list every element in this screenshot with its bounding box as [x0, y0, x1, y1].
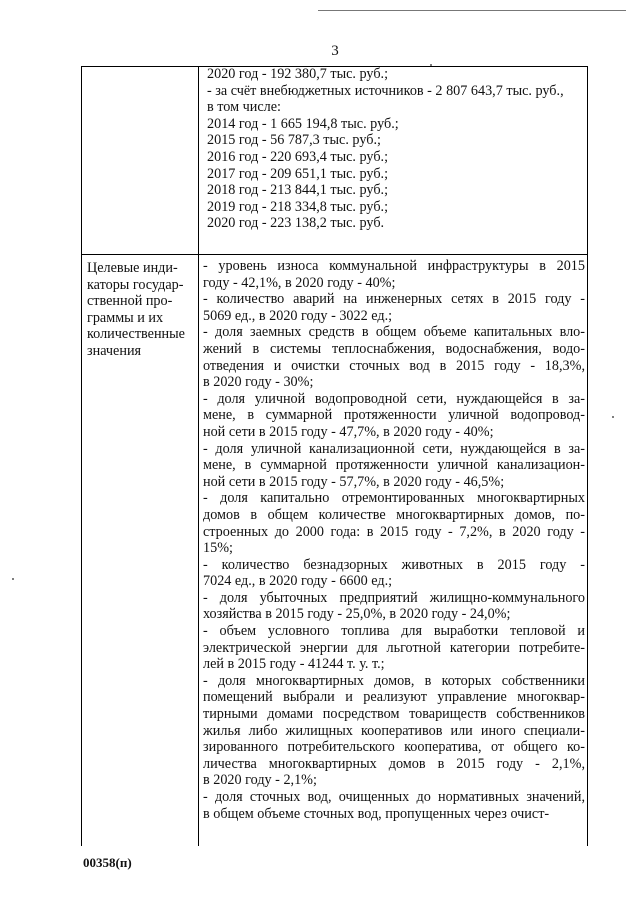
scan-speck: [430, 64, 432, 66]
label-line: Целевые инди-: [87, 260, 178, 276]
indicator-line: - количество безнадзорных животных в 2015 году -: [203, 556, 585, 573]
indicator-line: зированного потребительского кооператива, от общего ко-: [203, 739, 585, 756]
scan-speck: [12, 578, 14, 580]
funding-line: 2019 год - 218 334,8 тыс. руб.;: [207, 198, 389, 215]
indicator-line: мене, в суммарной протяженности уличной канализацион-: [203, 457, 585, 474]
label-line: значения: [87, 342, 142, 359]
indicator-line: 7024 ед., в 2020 году - 6600 ед.;: [203, 573, 393, 590]
indicator-line: - объем условного топлива для выработки тепловой и: [203, 623, 585, 640]
indicator-line: - доля многоквартирных домов, в которых собственники: [203, 672, 585, 689]
indicator-line: - доля сточных вод, очищенных до нормативных значений,: [203, 789, 585, 805]
table-left-border: [81, 66, 82, 846]
indicator-line: помещений выбрали и реализуют управление многоквар-: [203, 689, 585, 706]
indicator-line: - количество аварий на инженерных сетях в 2015 году -: [203, 291, 585, 308]
indicator-line: - доля уличной водопроводной сети, нуждающейся в за-: [203, 390, 585, 407]
table-right-border: [587, 66, 588, 846]
indicator-line: - уровень износа коммунальной инфраструктуры в 2015: [203, 258, 585, 274]
label-line: каторы государ-: [87, 276, 184, 293]
label-line: ственной про-: [87, 293, 173, 310]
indicator-line: отведения и очистки сточных вод в 2015 году - 18,3%,: [203, 357, 585, 374]
funding-line: 2020 год - 223 138,2 тыс. руб.: [207, 215, 385, 232]
indicator-line: тирными домами посредством товариществ собственников: [203, 706, 585, 723]
indicator-line: - доля уличной канализационной сети, нуждающейся в за-: [203, 440, 585, 457]
funding-line: 2020 год - 192 380,7 тыс. руб.;: [207, 66, 389, 82]
indicator-line: лей в 2015 году - 41244 т. у. т.;: [203, 656, 385, 673]
indicator-line: в 2020 году - 30%;: [203, 374, 314, 391]
indicators-label-cell: [87, 260, 195, 360]
indicator-line: хозяйства в 2015 году - 25,0%, в 2020 году - 24,0%;: [203, 606, 511, 623]
indicator-line: 15%;: [203, 540, 233, 557]
funding-line: 2018 год - 213 844,1 тыс. руб.;: [207, 182, 389, 199]
indicator-line: электрической энергии для льготной категории потребите-: [203, 639, 585, 656]
indicators-cell: [203, 258, 585, 822]
indicator-line: строенных до 2000 года: в 2015 году - 7,2%, в 2020 году -: [203, 523, 585, 540]
indicator-line: мене, в суммарной протяженности уличной водопровод-: [203, 407, 585, 424]
indicator-line: в общем объеме сточных вод, пропущенных через очист-: [203, 805, 550, 822]
indicator-line: ной сети в 2015 году - 47,7%, в 2020 году - 40%;: [203, 423, 494, 440]
program-passport-table: [81, 66, 588, 846]
indicator-line: жений в системы теплоснабжения, водоснабжения, водо-: [203, 340, 585, 357]
indicator-line: 5069 ед., в 2020 году - 3022 ед.;: [203, 307, 393, 324]
indicator-line: - доля заемных средств в общем объеме капитальных вло-: [203, 324, 585, 341]
funding-line: 2016 год - 220 693,4 тыс. руб.;: [207, 148, 389, 165]
indicator-line: личества многоквартирных домов в 2015 году - 2,1%,: [203, 755, 585, 772]
funding-line: - за счёт внебюджетных источников - 2 807 643,7 тыс. руб.,: [207, 82, 564, 99]
funding-line: 2015 год - 56 787,3 тыс. руб.;: [207, 132, 381, 149]
funding-line: 2017 год - 209 651,1 тыс. руб.;: [207, 165, 389, 182]
scan-speck: [612, 416, 614, 418]
column-divider: [198, 66, 199, 846]
row-divider: [81, 254, 588, 255]
page-number: 3: [331, 43, 339, 59]
indicator-line: - доля убыточных предприятий жилищно-коммунального: [203, 589, 585, 606]
label-line: граммы и их: [87, 309, 164, 326]
indicator-line: домов в общем количестве многоквартирных домов, по-: [203, 506, 585, 523]
top-rule: [318, 10, 626, 11]
indicator-line: - доля капитально отремонтированных многоквартирных: [203, 490, 585, 507]
label-line: количественные: [87, 326, 185, 343]
indicator-line: жилья либо жилищных кооперативов или иного специали-: [203, 722, 585, 739]
funding-line: в том числе:: [207, 99, 281, 116]
indicator-line: ной сети в 2015 году - 57,7%, в 2020 году - 46,5%;: [203, 473, 505, 490]
document-code: 00358(п): [83, 855, 132, 870]
indicator-line: в 2020 году - 2,1%;: [203, 772, 317, 789]
indicator-line: году - 42,1%, в 2020 году - 40%;: [203, 274, 396, 291]
funding-line: 2014 год - 1 665 194,8 тыс. руб.;: [207, 115, 399, 132]
funding-cell: [207, 66, 583, 232]
